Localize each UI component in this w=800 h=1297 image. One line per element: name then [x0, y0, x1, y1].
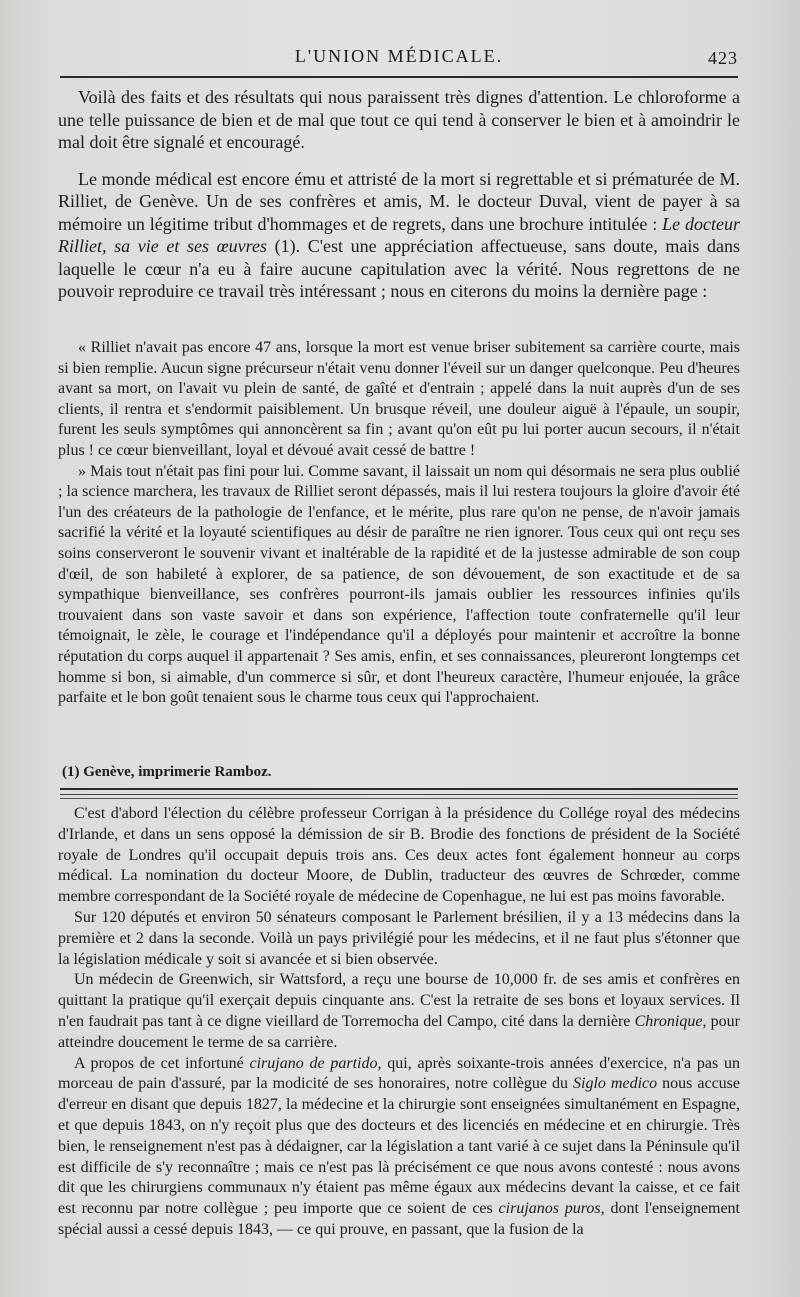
text-run: nous accuse d'erreur en disant que depuis 1827, la médecine et la chirurgie sont enseignées simultanément en Espagne, et que depuis 1843, on n'y reçoit plus que des docteurs et des licenciés en médecine et en chirurgie. Très bien, le renseignement n'est pas à dédaigner, car la législation a tant varié à ce sujet dans la Péninsule qu'il est difficile de s'y reconnaître ; mais ce n'est pas là précisément ce que nous avons contesté : nous avons dit que les chirurgiens communaux n'y étaient pas même égaux aux médecins devant la caisse, et ce fait est reconnu par notre collègue ; peu importe que ce soient de ces	[58, 1075, 741, 1218]
italic-term: Chronique	[634, 1012, 703, 1030]
news-paragraph	[58, 1054, 740, 1241]
header-rule	[60, 76, 738, 78]
paragraph: Voilà des faits et des résultats qui nous paraissent très dignes d'attention. Le chloroforme a une telle puissance de bien et de mal que tout ce qui tend à conserver le bien et à amoindrir le mal doit être signalé et encouragé.	[58, 87, 740, 152]
section-divider	[60, 788, 738, 790]
footnote: (1) Genève, imprimerie Ramboz.	[62, 764, 272, 780]
italic-term: Siglo medico	[573, 1075, 658, 1093]
text-run: Un médecin de Greenwich, sir Wattsford, a reçu une bourse de 10,000 fr. de ses amis et confrères en quittant la pratique qu'il exerçait depuis cinquante ans. C'est la retraite de ses bons et loyaux services. Il n'en faudrait pas tant à ce digne vieillard de Torremocha del Campo, cité dans la dernière	[58, 971, 740, 1030]
page-number: 423	[708, 48, 738, 68]
book-title: Le docteur Rilliet, sa vie et ses œuvres	[58, 213, 740, 256]
italic-term: cirujanos puros,	[498, 1200, 605, 1218]
italic-term: cirujano de partido,	[249, 1054, 382, 1072]
quote-paragraph: » Mais tout n'était pas fini pour lui. Comme savant, il laissait un nom qui désormais ne sera plus oublié ; la science marchera, les travaux de Rilliet seront dépassés, mais il lui restera toujours la gloire d'avoir été l'un des créateurs de la pathologie de l'enfance, et le mérite, plus rare qu'on ne pense, de n'avoir jamais sacrifié la vérité et la loyauté scientifiques au désir de paraître ne rien ignorer. Tous ceux qui ont reçu ses soins conserveront le souvenir vivant et inaltérable de la rapidité et de la justesse admirable de son coup d'œil, de son habileté à explorer, de sa patience, de son dévouement, de son exactitude et de sa sympathique bienveillance, ses confrères pourront-ils jamais oublier les ressources infinies qu'ils trouvaient dans son vaste savoir et dans son expérience, l'affection toute confraternelle qu'il leur témoignait, le zèle, le courage et l'indépendance qu'il a déployés pour maintenir et accroître la bonne réputation du corps auquel il appartenait ? Ses amis, enfin, et ses connaissances, pleureront longtemps cet homme si bon, si aimable, d'un commerce si sûr, et dont l'heureux caractère, l'humeur enjouée, la grâce parfaite et le bon goût tenaient sous le charme tous ceux qui l'approchaient.	[58, 462, 740, 707]
text-run: (1). C'est une appréciation affectueuse, sans doute, mais dans laquelle le cœur n'a eu à faire aucune capitulation avec la vérité. Nous regrettons de ne pouvoir reproduire ce travail très intéressant ; nous en citerons du moins la dernière page :	[58, 236, 740, 301]
running-head: L'UNION MÉDICALE.	[294, 46, 504, 66]
text-run: A propos de cet infortuné	[74, 1054, 250, 1072]
section-divider	[60, 798, 738, 799]
news-paragraph: Sur 120 députés et environ 50 sénateurs composant le Parlement brésilien, il y a 13 médecins dans la première et 2 dans la seconde. Voilà un pays privilégié pour les médecins, et il ne faut plus s'étonner que la législation médicale y soit si avancée et si bien observée.	[58, 908, 740, 968]
section-divider	[60, 794, 738, 795]
intro-section	[58, 86, 740, 303]
text-run: , pour atteindre doucement le terme de sa carrière.	[58, 1012, 741, 1051]
page-header	[60, 42, 738, 72]
quotation-section	[58, 338, 740, 709]
news-section	[58, 804, 740, 1241]
news-paragraph: C'est d'abord l'élection du célèbre professeur Corrigan à la présidence du Collége royal des médecins d'Irlande, et dans un sens opposé la démission de sir B. Brodie des fonctions de président de la Société royale de Londres qu'il occupait depuis trois ans. Ces deux actes font également honneur au corps médical. La nomination du docteur Moore, de Dublin, traducteur des œuvres de Schrœder, comme membre correspondant de la Société royale de médecine de Copenhague, ne lui est pas moins favorable.	[58, 805, 740, 906]
text-run: dont l'enseignement spécial aussi a cessé depuis 1843, — ce qui prouve, en passant, que la fusion de la	[58, 1200, 740, 1238]
paragraph	[58, 168, 740, 303]
text-run: Le monde médical est encore ému et attristé de la mort si regrettable et si prématurée de M. Rilliet, de Genève. Un de ses confrères et amis, M. le docteur Duval, vient de payer à sa mémoire un légitime tribut d'hommages et de regrets, dans une brochure intitulée :	[58, 168, 740, 234]
quote-paragraph: « Rilliet n'avait pas encore 47 ans, lorsque la mort est venue briser subitement sa carrière courte, mais si bien remplie. Aucun signe précurseur n'était venu donner l'éveil sur un danger quelconque. Peu d'heures avant sa mort, on l'avait vu plein de santé, de gaîté et d'entrain ; appelé dans la nuit auprès d'un de ses clients, il rentra et s'endormit paisiblement. Un brusque réveil, une douleur aiguë à l'épaule, un soupir, furent les seuls symptômes qui annoncèrent sa fin ; avant qu'on eût pu lui porter aucun secours, il n'était plus ! ce cœur bienveillant, loyal et dévoué avait cessé de battre !	[58, 339, 740, 459]
news-paragraph	[58, 970, 740, 1053]
text-run: qui, après soixante-trois années d'exercice, n'a pas un morceau de pain d'assuré, par la modicité de ses honoraires, notre collègue du	[58, 1054, 741, 1093]
